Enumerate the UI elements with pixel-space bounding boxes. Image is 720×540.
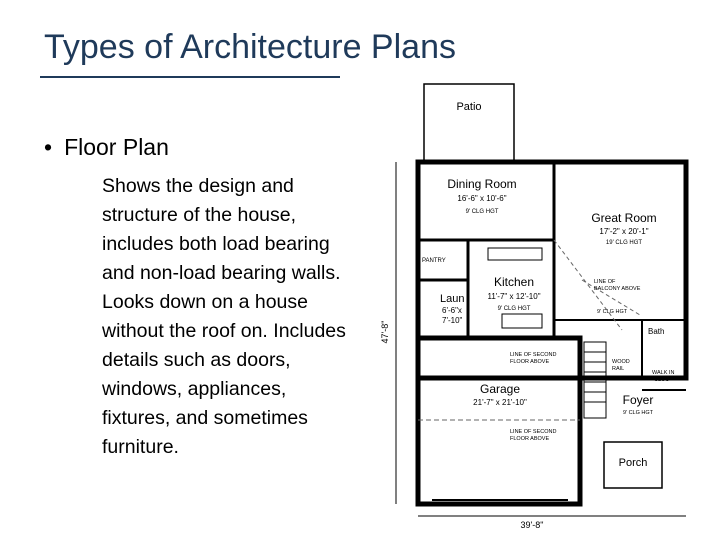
bullet-floor-plan bbox=[44, 134, 169, 161]
kitchen-ceiling: 9' CLG HGT bbox=[497, 306, 531, 312]
great-room-dims: 17'-2" x 20'-1" bbox=[599, 227, 649, 236]
patio-label: Patio bbox=[456, 101, 482, 113]
patio-outline bbox=[424, 84, 514, 162]
garage-name: Garage bbox=[479, 382, 521, 396]
width-dimension: 39'-8" bbox=[520, 520, 544, 530]
bullet-dot-icon: • bbox=[44, 134, 53, 160]
great-room-ceiling: 19' CLG HGT bbox=[605, 240, 643, 246]
porch-label: Porch bbox=[618, 457, 648, 469]
pantry-label: PANTRY bbox=[422, 258, 446, 264]
second-floor-note-a2: FLOOR ABOVE bbox=[510, 359, 550, 365]
second-floor-note-b1: LINE OF SECOND bbox=[510, 429, 557, 435]
laundry-name: Laun bbox=[440, 293, 465, 305]
balcony-note-2: BALCONY ABOVE bbox=[594, 286, 641, 292]
great-room-name: Great Room bbox=[591, 211, 657, 225]
ceiling-note: 9' CLG HGT bbox=[597, 309, 628, 315]
depth-dimension: 47'-8" bbox=[380, 320, 390, 344]
foyer-ceiling: 9' CLG HGT bbox=[622, 410, 654, 416]
slide-title: Types of Architecture Plans bbox=[44, 28, 456, 66]
wood-rail-note-2: RAIL bbox=[612, 366, 625, 372]
garage-exterior-wall bbox=[418, 338, 580, 504]
laundry-dims-2: 7'-10" bbox=[442, 316, 463, 325]
wood-rail-note-1: WOOD bbox=[612, 359, 630, 365]
kitchen-island bbox=[502, 314, 542, 328]
foyer-name: Foyer bbox=[622, 393, 654, 407]
balcony-note-1: LINE OF bbox=[594, 279, 616, 285]
bath-label: Bath bbox=[648, 327, 665, 336]
kitchen-name: Kitchen bbox=[493, 275, 535, 289]
garage-dims: 21'-7" x 21'-10" bbox=[473, 398, 527, 407]
second-floor-note-a1: LINE OF SECOND bbox=[510, 352, 557, 358]
dining-room-dims: 16'-6" x 10'-6" bbox=[457, 194, 507, 203]
dining-room-name: Dining Room bbox=[447, 177, 517, 191]
balcony-line bbox=[554, 240, 643, 330]
kitchen-counter bbox=[488, 248, 542, 260]
second-floor-note-b2: FLOOR ABOVE bbox=[510, 436, 550, 442]
dining-room-ceiling: 9' CLG HGT bbox=[465, 209, 499, 215]
bullet-label: Floor Plan bbox=[64, 134, 169, 160]
walk-in-closet-1: WALK IN bbox=[652, 370, 675, 376]
kitchen-dims: 11'-7" x 12'-10" bbox=[487, 292, 541, 301]
walk-in-closet-2: CLOS bbox=[654, 377, 669, 383]
floor-plan-drawing bbox=[372, 80, 712, 535]
title-underline bbox=[40, 76, 340, 78]
laundry-dims-1: 6'-6"x bbox=[442, 306, 462, 315]
floor-plan-description: Shows the design and structure of the house, includes both load bearing and non-load bearing walls. Looks down on a house without the roof on. Includes details such as doors, windows, appliances, fixtures, and sometimes furniture. bbox=[102, 175, 346, 458]
